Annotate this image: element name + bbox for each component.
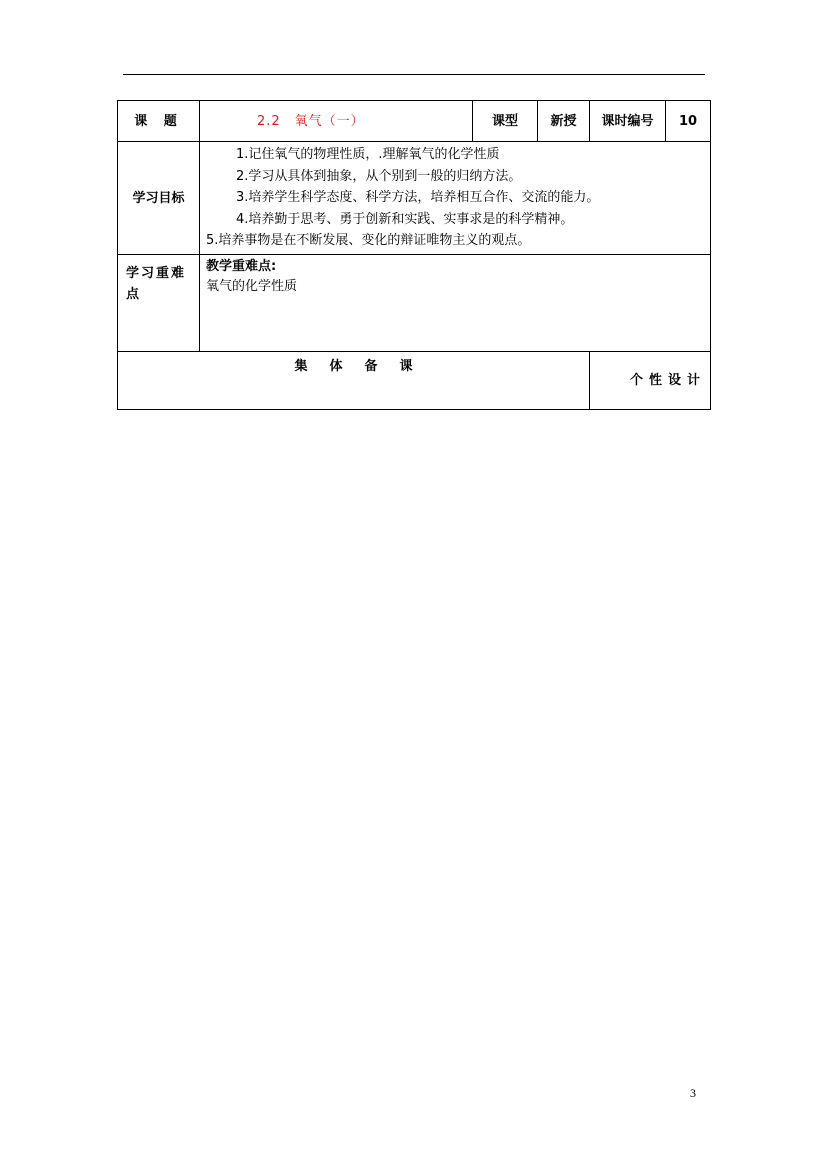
objectives-row xyxy=(118,142,711,255)
lesson-number-value: 10 xyxy=(666,101,711,142)
difficulty-row xyxy=(118,255,711,352)
group-preparation-label: 集体备课 xyxy=(294,359,435,374)
lesson-number-label: 课时编号 xyxy=(590,101,666,142)
topic-row xyxy=(118,101,711,142)
type-value: 新授 xyxy=(538,101,590,142)
page-number: 3 xyxy=(690,1086,696,1100)
difficulty-text: 氧气的化学性质 xyxy=(206,279,298,294)
personal-design-label: 个性设计 xyxy=(590,352,711,410)
objectives-label: 学习目标 xyxy=(118,142,200,255)
difficulty-label: 学习重难点 xyxy=(118,255,200,352)
topic-title: 2.2 氧气（一） xyxy=(200,101,473,142)
difficulty-content xyxy=(200,255,711,352)
type-label: 课型 xyxy=(473,101,538,142)
group-preparation-cell xyxy=(118,352,590,410)
difficulty-heading: 教学重难点: xyxy=(206,259,277,274)
objective-item: 1.记住氧气的物理性质，.理解氧气的化学性质 xyxy=(236,147,500,162)
objectives-list xyxy=(200,142,711,255)
lesson-plan-table xyxy=(117,100,711,410)
objective-item: 4.培养勤于思考、勇于创新和实践、实事求是的科学精神。 xyxy=(236,211,574,227)
header-rule xyxy=(123,74,705,75)
objective-item: 2.学习从具体到抽象，从个别到一般的归纳方法。 xyxy=(236,168,522,184)
objective-item: 3.培养学生科学态度、科学方法，培养相互合作、交流的能力。 xyxy=(236,190,600,206)
preparation-row xyxy=(118,352,711,410)
objective-item: 5.培养事物是在不断发展、变化的辩证唯物主义的观点。 xyxy=(206,233,531,249)
topic-label: 课 题 xyxy=(118,101,200,142)
